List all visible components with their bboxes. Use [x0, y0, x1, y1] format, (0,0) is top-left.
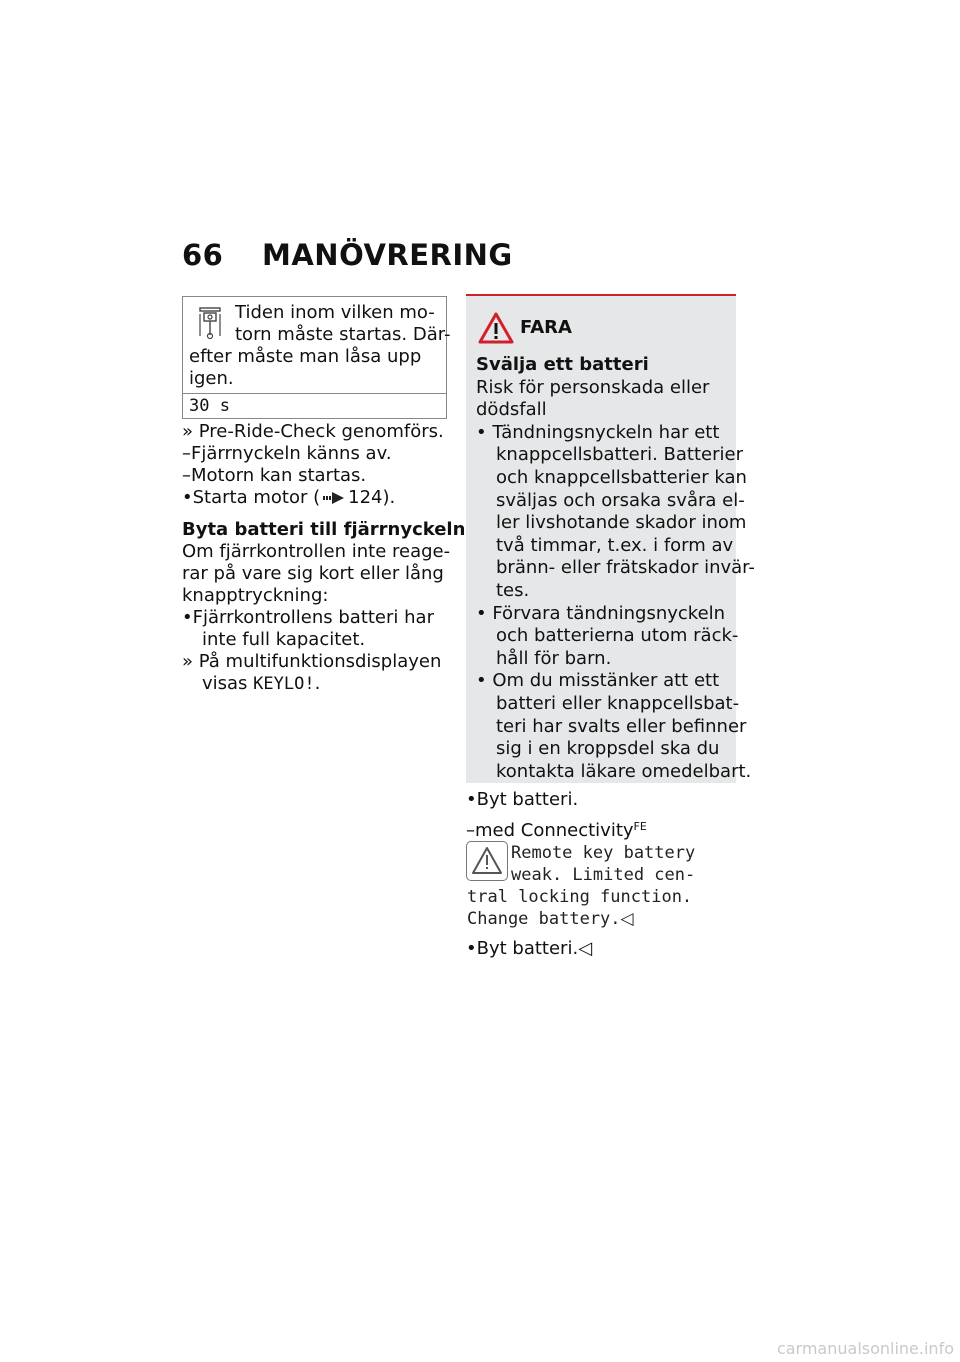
info-box-body — [182, 296, 451, 393]
connectivity-sup: FE — [633, 820, 647, 833]
bullet-text: och batterierna utom räck- — [496, 625, 739, 647]
bullet-text: sig i en kroppsdel ska du — [496, 738, 720, 760]
list-text: visas — [202, 673, 254, 694]
display-code: KEYLO! — [253, 674, 315, 694]
bullet-text: kontakta läkare omedelbart. — [496, 760, 752, 782]
list-item — [182, 487, 447, 509]
page-header — [182, 238, 513, 272]
list-item — [182, 651, 447, 673]
list-marker: » — [182, 651, 194, 672]
danger-box — [466, 294, 755, 783]
list-text: . — [314, 673, 321, 694]
info-line: Tiden inom vilken mo- — [235, 302, 435, 323]
bullet-text: sväljas och orsaka svåra el- — [496, 489, 745, 511]
bullet-text: bränn- eller frätskador invär- — [496, 557, 755, 579]
list-item-continued — [182, 673, 447, 695]
arrow-ref-icon — [323, 492, 345, 504]
engine-timer-icon — [196, 306, 224, 340]
danger-bullet: • Tändningsnyckeln har ett — [476, 421, 720, 443]
bullet-text: ler livshotande skador inom — [496, 512, 747, 534]
bullet-text: tes. — [496, 579, 530, 601]
watermark: carmanualsonline.info — [776, 1339, 954, 1358]
danger-line: dödsfall — [476, 399, 547, 421]
info-value: 30 s — [182, 393, 447, 419]
list-text: Fjärrnyckeln känns av. — [191, 443, 392, 464]
section-intro-line: knapptryckning: — [182, 585, 329, 606]
list-marker: • — [182, 487, 193, 508]
list-text: Fjärrkontrollens batteri har — [192, 607, 434, 628]
left-column — [182, 421, 466, 695]
danger-heading: Svälja ett batteri — [476, 354, 649, 375]
bullet-text: knappcellsbatteri. Batterier — [496, 444, 743, 466]
message-line: tral locking function. — [467, 887, 693, 907]
list-item — [182, 465, 447, 487]
step-item-2 — [466, 938, 592, 960]
list-text: Starta motor ( — [192, 487, 321, 508]
message-line: Remote key battery — [511, 843, 696, 863]
info-line: torn måste startas. Där- — [235, 324, 451, 345]
step-text: Byt batteri. — [476, 789, 579, 810]
end-mark: ◁ — [578, 938, 593, 959]
bullet-text: Förvara tändningsnyckeln — [492, 602, 726, 624]
list-text: Pre-Ride-Check genomförs. — [198, 421, 444, 442]
info-box — [182, 296, 451, 419]
bullet-text: håll för barn. — [496, 647, 612, 669]
list-text: På multifunktionsdisplayen — [198, 651, 442, 672]
danger-label: FARA — [520, 317, 572, 338]
bullet-text: och knappcellsbatterier kan — [496, 466, 747, 488]
list-text: inte full kapacitet. — [202, 629, 366, 650]
list-marker: » — [182, 421, 194, 442]
step-item: •Byt batteri. — [466, 789, 579, 810]
list-marker: – — [182, 443, 191, 464]
display-message — [467, 842, 695, 930]
message-line: Change battery. — [467, 909, 621, 929]
danger-bullet: • Förvara tändningsnyckeln — [476, 602, 726, 624]
end-mark: ◁ — [620, 909, 634, 929]
list-item — [182, 607, 447, 629]
section-intro-line: rar på vare sig kort eller lång — [182, 563, 444, 584]
bullet-text: batteri eller knappcellsbat- — [496, 692, 740, 714]
danger-line: Risk för personskada eller — [476, 376, 710, 398]
section-title: Byta batteri till fjärrnyckeln — [182, 519, 466, 540]
page-title: MANÖVRERING — [262, 238, 513, 272]
right-column — [466, 788, 736, 842]
step-line: •Byt batteri.◁ — [466, 938, 593, 959]
page-ref: 124). — [348, 487, 396, 508]
list-item — [182, 443, 447, 465]
bullet-text: Om du misstänker att ett — [492, 670, 720, 692]
list-item — [182, 421, 447, 443]
connectivity-label: –med Connectivity — [466, 820, 634, 841]
connectivity-line — [466, 819, 736, 842]
info-line: efter måste man låsa upp — [189, 346, 422, 367]
list-marker: – — [182, 465, 191, 486]
message-line: weak. Limited cen- — [511, 865, 696, 885]
danger-bullet: • Om du misstänker att ett — [476, 670, 720, 692]
bullet-text: två timmar, t.ex. i form av — [496, 534, 734, 556]
list-text: Motorn kan startas. — [191, 465, 367, 486]
step-text: Byt batteri. — [476, 938, 579, 959]
info-line: igen. — [189, 368, 234, 389]
warning-triangle-icon — [478, 312, 514, 344]
bullet-text: teri har svalts eller befinner — [496, 715, 747, 737]
list-marker: • — [182, 607, 193, 628]
message-line-last — [467, 908, 695, 930]
section-intro-line: Om fjärrkontrollen inte reage- — [182, 541, 451, 562]
page-number: 66 — [182, 238, 224, 272]
bullet-text: Tändningsnyckeln har ett — [492, 421, 720, 443]
